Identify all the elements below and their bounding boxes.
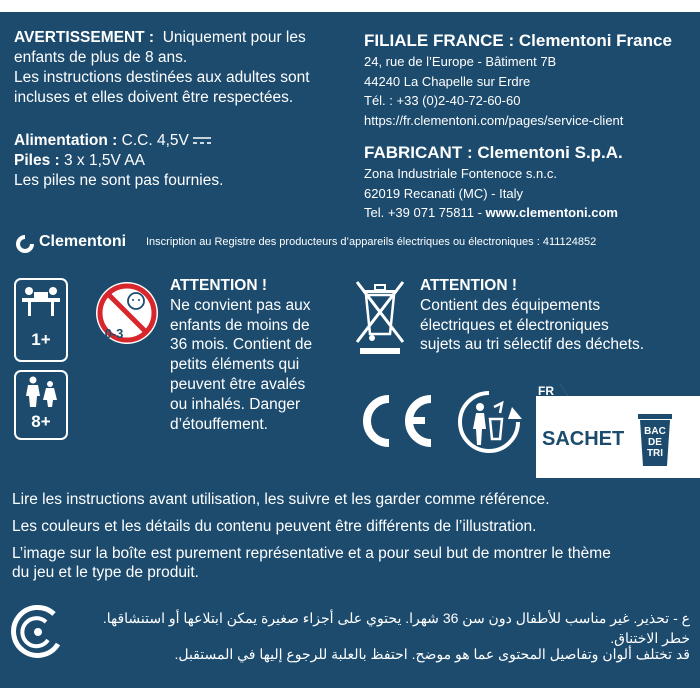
batteries-note: Les piles ne sont pas fournies.: [14, 172, 224, 189]
label-panel: [0, 12, 700, 688]
age-8-plus-label: 8+: [31, 412, 51, 431]
sachet-country: FR: [538, 384, 554, 398]
adult-child-icon: [18, 376, 64, 408]
fabricant-block: [364, 142, 700, 223]
not-for-under-3-icon: [94, 280, 160, 346]
bin-label-line: DE: [648, 437, 662, 448]
filiale-address1: 24, rue de l’Europe - Bâtiment 7B: [364, 54, 557, 69]
warning-line2: enfants de plus de 8 ans.: [14, 49, 188, 66]
batteries-value: 3 x 1,5V AA: [63, 152, 145, 169]
sachet-label: SACHET: [542, 428, 625, 450]
fabricant-address2: 62019 Recanati (MC) - Italy: [364, 185, 523, 201]
brand-registry: Inscription au Registre des producteurs d’appareils électriques ou électroniques : 411124852: [146, 236, 597, 248]
fabricant-phone: Tel. +39 071 75811 -: [364, 205, 486, 220]
fabricant-website: www.clementoni.com: [485, 205, 618, 220]
arabic-line2: قد تختلف ألوان وتفاصيل المحتوى عما هو موضح. احتفظ بالعلبة للرجوع إليها في المستقبل.: [174, 646, 690, 662]
notice-line: du jeu et le type de produit.: [12, 564, 199, 581]
attention-right-heading: ATTENTION !: [420, 277, 518, 294]
attention-right-line: Contient des équipements: [420, 296, 601, 314]
ce-mark-icon: [353, 392, 435, 450]
attention-left-line: petits éléments qui: [170, 356, 300, 374]
filiale-address2: 44240 La Chapelle sur Erdre: [364, 73, 531, 89]
attention-left-line: Ne convient pas aux: [170, 296, 311, 314]
attention-left-line: enfants de moins de: [170, 316, 310, 334]
attention-left-block: [170, 276, 350, 434]
filiale-phone: Tél. : +33 (0)2-40-72-60-60: [364, 93, 521, 108]
sachet-sort-badge: [530, 384, 700, 478]
fabricant-address1: Zona Industriale Fontenoce s.n.c.: [364, 166, 557, 181]
power-value: C.C. 4,5V: [121, 132, 189, 149]
clementoni-logo-icon: [14, 233, 36, 255]
no-03-label: 0-3: [104, 326, 124, 341]
age-1-plus-badge: [14, 278, 68, 362]
notices-block: [12, 490, 692, 582]
filiale-heading: FILIALE FRANCE : Clementoni France: [364, 31, 672, 50]
crossed-out-bin-icon: [355, 278, 405, 358]
power-block: [14, 131, 354, 191]
age-1-plus-label: 1+: [31, 330, 51, 349]
attention-left-line: d’étouffement.: [170, 415, 268, 433]
brand-name: Clementoni: [39, 233, 127, 250]
arabic-line1: ع - تحذير. غير مناسب للأطفال دون سن 36 شهرا. يحتوي على أجزاء صغيرة يمكن ابتلاعها أو استنشاقها. خطر الاختناق.: [102, 610, 690, 646]
warning-line4: incluses et elles doivent être respectées.: [14, 89, 294, 106]
power-label: Alimentation :: [14, 132, 118, 149]
notice-line: Les couleurs et les détails du contenu peuvent être différents de l’illustration.: [12, 518, 537, 535]
dc-symbol-icon: [193, 136, 211, 146]
filiale-url: https://fr.clementoni.com/pages/service-client: [364, 112, 624, 128]
warning-heading: AVERTISSEMENT :: [14, 29, 155, 46]
attention-left-line: peuvent être avalés: [170, 375, 306, 393]
warning-block: [14, 28, 354, 108]
fabricant-heading: FABRICANT : Clementoni S.p.A.: [364, 143, 623, 162]
filiale-block: [364, 30, 700, 130]
attention-right-line: électriques et électroniques: [420, 316, 609, 334]
bin-label-line: TRI: [646, 448, 664, 459]
notice-line: Lire les instructions avant utilisation, les suivre et les garder comme référence.: [12, 491, 550, 508]
triman-recycle-icon: [456, 389, 522, 455]
attention-left-heading: ATTENTION !: [170, 277, 268, 294]
notice-line: L’image sur la boîte est purement représentative et a pour seul but de montrer le thème: [12, 545, 611, 562]
brand-row: [14, 230, 700, 258]
attention-right-line: sujets au tri sélectif des déchets.: [420, 336, 645, 354]
sort-bin-icon: [636, 410, 674, 470]
age-8-plus-badge: [14, 370, 68, 440]
clementoni-swirl-logo-icon: [10, 604, 66, 660]
attention-right-block: [420, 276, 700, 355]
batteries-label: Piles :: [14, 152, 60, 169]
warning-line1: Uniquement pour les: [162, 29, 306, 46]
bin-label-line: BAC: [644, 426, 666, 437]
children-table-icon: [18, 284, 64, 324]
attention-left-line: 36 mois. Contient de: [170, 336, 313, 354]
warning-line3: Les instructions destinées aux adultes sont: [14, 69, 310, 86]
attention-left-line: ou inhalés. Danger: [170, 395, 301, 413]
